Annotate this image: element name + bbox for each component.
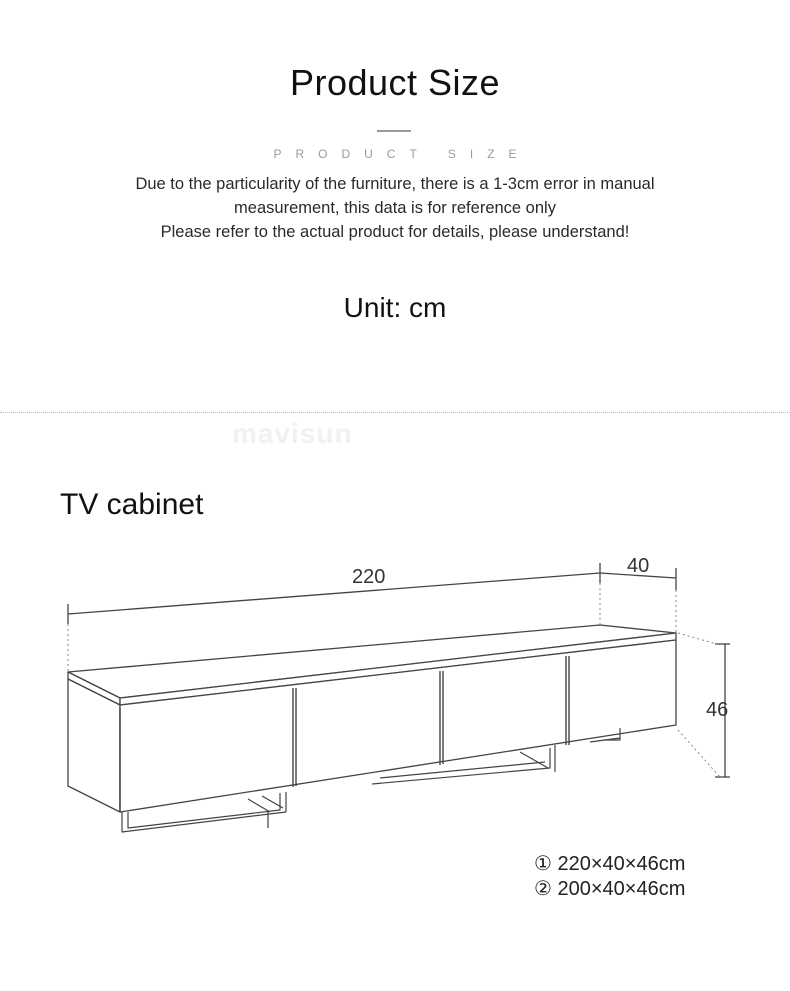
size-options [534,852,685,902]
size-option-1: ① 220×40×46cm [534,853,686,875]
page-title: Product Size [289,62,501,103]
brand-watermark: mavisun [232,418,353,449]
length-label: 220 [352,566,386,588]
depth-label: 40 [627,555,650,577]
height-label: 46 [706,699,729,721]
section-divider [0,412,790,413]
note-line-3: Please refer to the actual product for details, please understand! [160,223,630,241]
product-name: TV cabinet [60,488,204,521]
unit-label: Unit: cm [343,292,447,323]
note-line-2: measurement, this data is for reference only [234,199,556,217]
note-line-1: Due to the particularity of the furniture, there is a 1-3cm error in manual [135,175,655,193]
page-subtitle: PRODUCT SIZE [273,147,531,161]
length-dimension-line [68,573,600,614]
measurement-notes [0,172,790,244]
tv-cabinet-drawing [0,540,790,840]
title-underline [377,130,411,132]
size-option-2: ② 200×40×46cm [534,878,686,900]
